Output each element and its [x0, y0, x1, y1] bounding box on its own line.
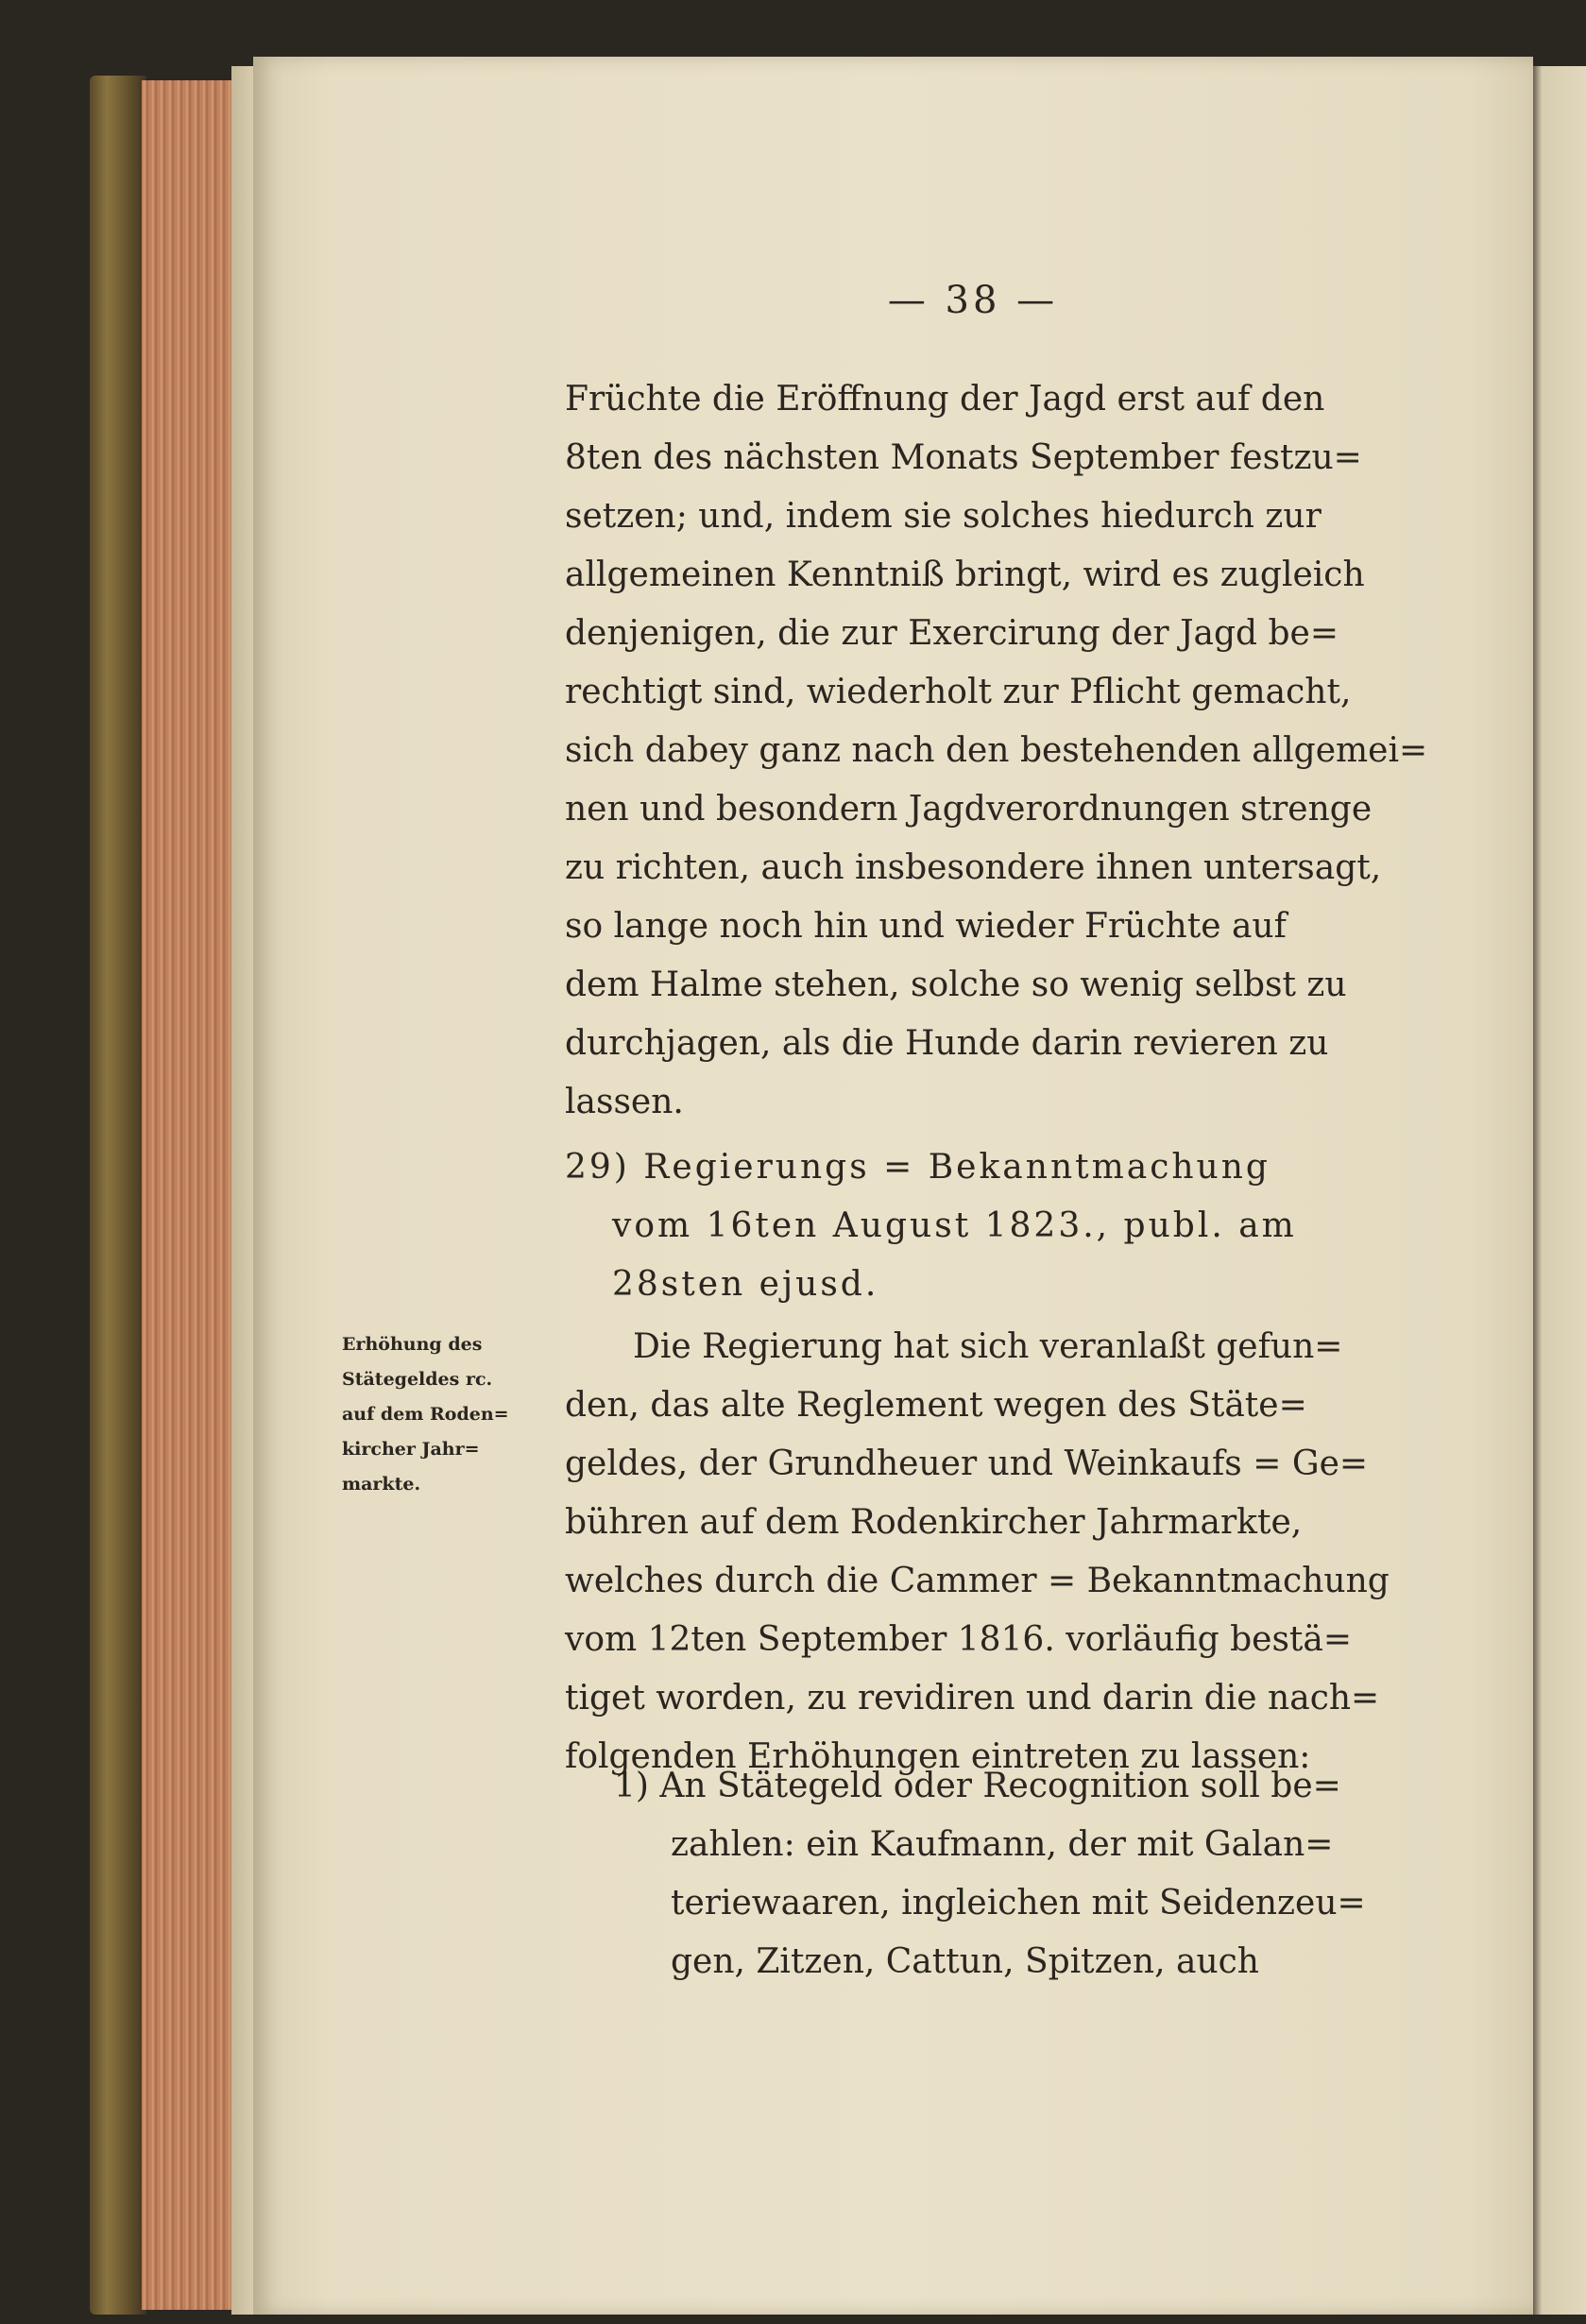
- margin-note-line: Erhöhung des: [342, 1334, 483, 1355]
- book-cover-edge: [90, 76, 146, 2315]
- text-line: rechtigt sind, wiederholt zur Pflicht gemacht,: [565, 673, 1352, 711]
- text-line: teriewaaren, ingleichen mit Seidenzeu=: [671, 1884, 1366, 1922]
- text-line: Die Regierung hat sich veranlaßt gefun=: [633, 1327, 1343, 1366]
- text-line: bühren auf dem Rodenkircher Jahrmarkte,: [565, 1503, 1303, 1542]
- text-line: setzen; und, indem sie solches hiedurch zur: [565, 497, 1322, 536]
- page-number: — 38 —: [887, 279, 1059, 322]
- text-line: vom 12ten September 1816. vorläufig bestä=: [565, 1620, 1353, 1659]
- margin-note-line: kircher Jahr=: [342, 1439, 480, 1460]
- heading-line: vom 16ten August 1823., publ. am: [612, 1206, 1297, 1245]
- text-line: dem Halme stehen, solche so wenig selbst zu: [565, 965, 1347, 1004]
- text-line: den, das alte Reglement wegen des Stäte=: [565, 1386, 1307, 1425]
- text-line: gen, Zitzen, Cattun, Spitzen, auch: [671, 1942, 1259, 1981]
- text-line: so lange noch hin und wieder Früchte auf: [565, 907, 1287, 946]
- section-heading: [565, 1138, 1396, 1314]
- facing-page-edge: [1532, 66, 1586, 2315]
- text-line: 1) An Stätegeld oder Recognition soll be=: [614, 1767, 1341, 1805]
- margin-note: [342, 1327, 559, 1502]
- margin-note-line: Stätegeldes rc.: [342, 1369, 493, 1390]
- page-stack-edge: [142, 80, 241, 2310]
- margin-note-line: auf dem Roden=: [342, 1404, 509, 1425]
- text-line: tiget worden, zu revidiren und darin die nach=: [565, 1679, 1380, 1717]
- text-line: zu richten, auch insbesondere ihnen untersagt,: [565, 848, 1382, 887]
- text-line: allgemeinen Kenntniß bringt, wird es zugleich: [565, 555, 1365, 594]
- margin-note-line: markte.: [342, 1474, 421, 1495]
- text-line: 8ten des nächsten Monats September festzu=: [565, 438, 1362, 477]
- text-line: geldes, der Grundheuer und Weinkaufs = Ge=: [565, 1444, 1369, 1483]
- text-line: nen und besondern Jagdverordnungen strenge: [565, 790, 1373, 829]
- text-line: zahlen: ein Kaufmann, der mit Galan=: [671, 1825, 1334, 1864]
- heading-line: 29) Regierungs = Bekanntmachung: [565, 1148, 1271, 1187]
- text-line: Früchte die Eröffnung der Jagd erst auf den: [565, 380, 1325, 419]
- text-line: welches durch die Cammer = Bekanntmachung: [565, 1562, 1390, 1600]
- text-line: folgenden Erhöhungen eintreten zu lassen:: [565, 1737, 1311, 1776]
- paragraph-1: [565, 370, 1428, 1132]
- heading-line: 28sten ejusd.: [612, 1265, 879, 1304]
- list-item-1: [614, 1757, 1398, 1991]
- text-line: sich dabey ganz nach den bestehenden allgemei=: [565, 731, 1428, 770]
- text-line: lassen.: [565, 1083, 684, 1121]
- text-line: denjenigen, die zur Exercirung der Jagd be=: [565, 614, 1339, 653]
- text-line: durchjagen, als die Hunde darin revieren zu: [565, 1024, 1329, 1063]
- paragraph-2: [565, 1318, 1396, 1786]
